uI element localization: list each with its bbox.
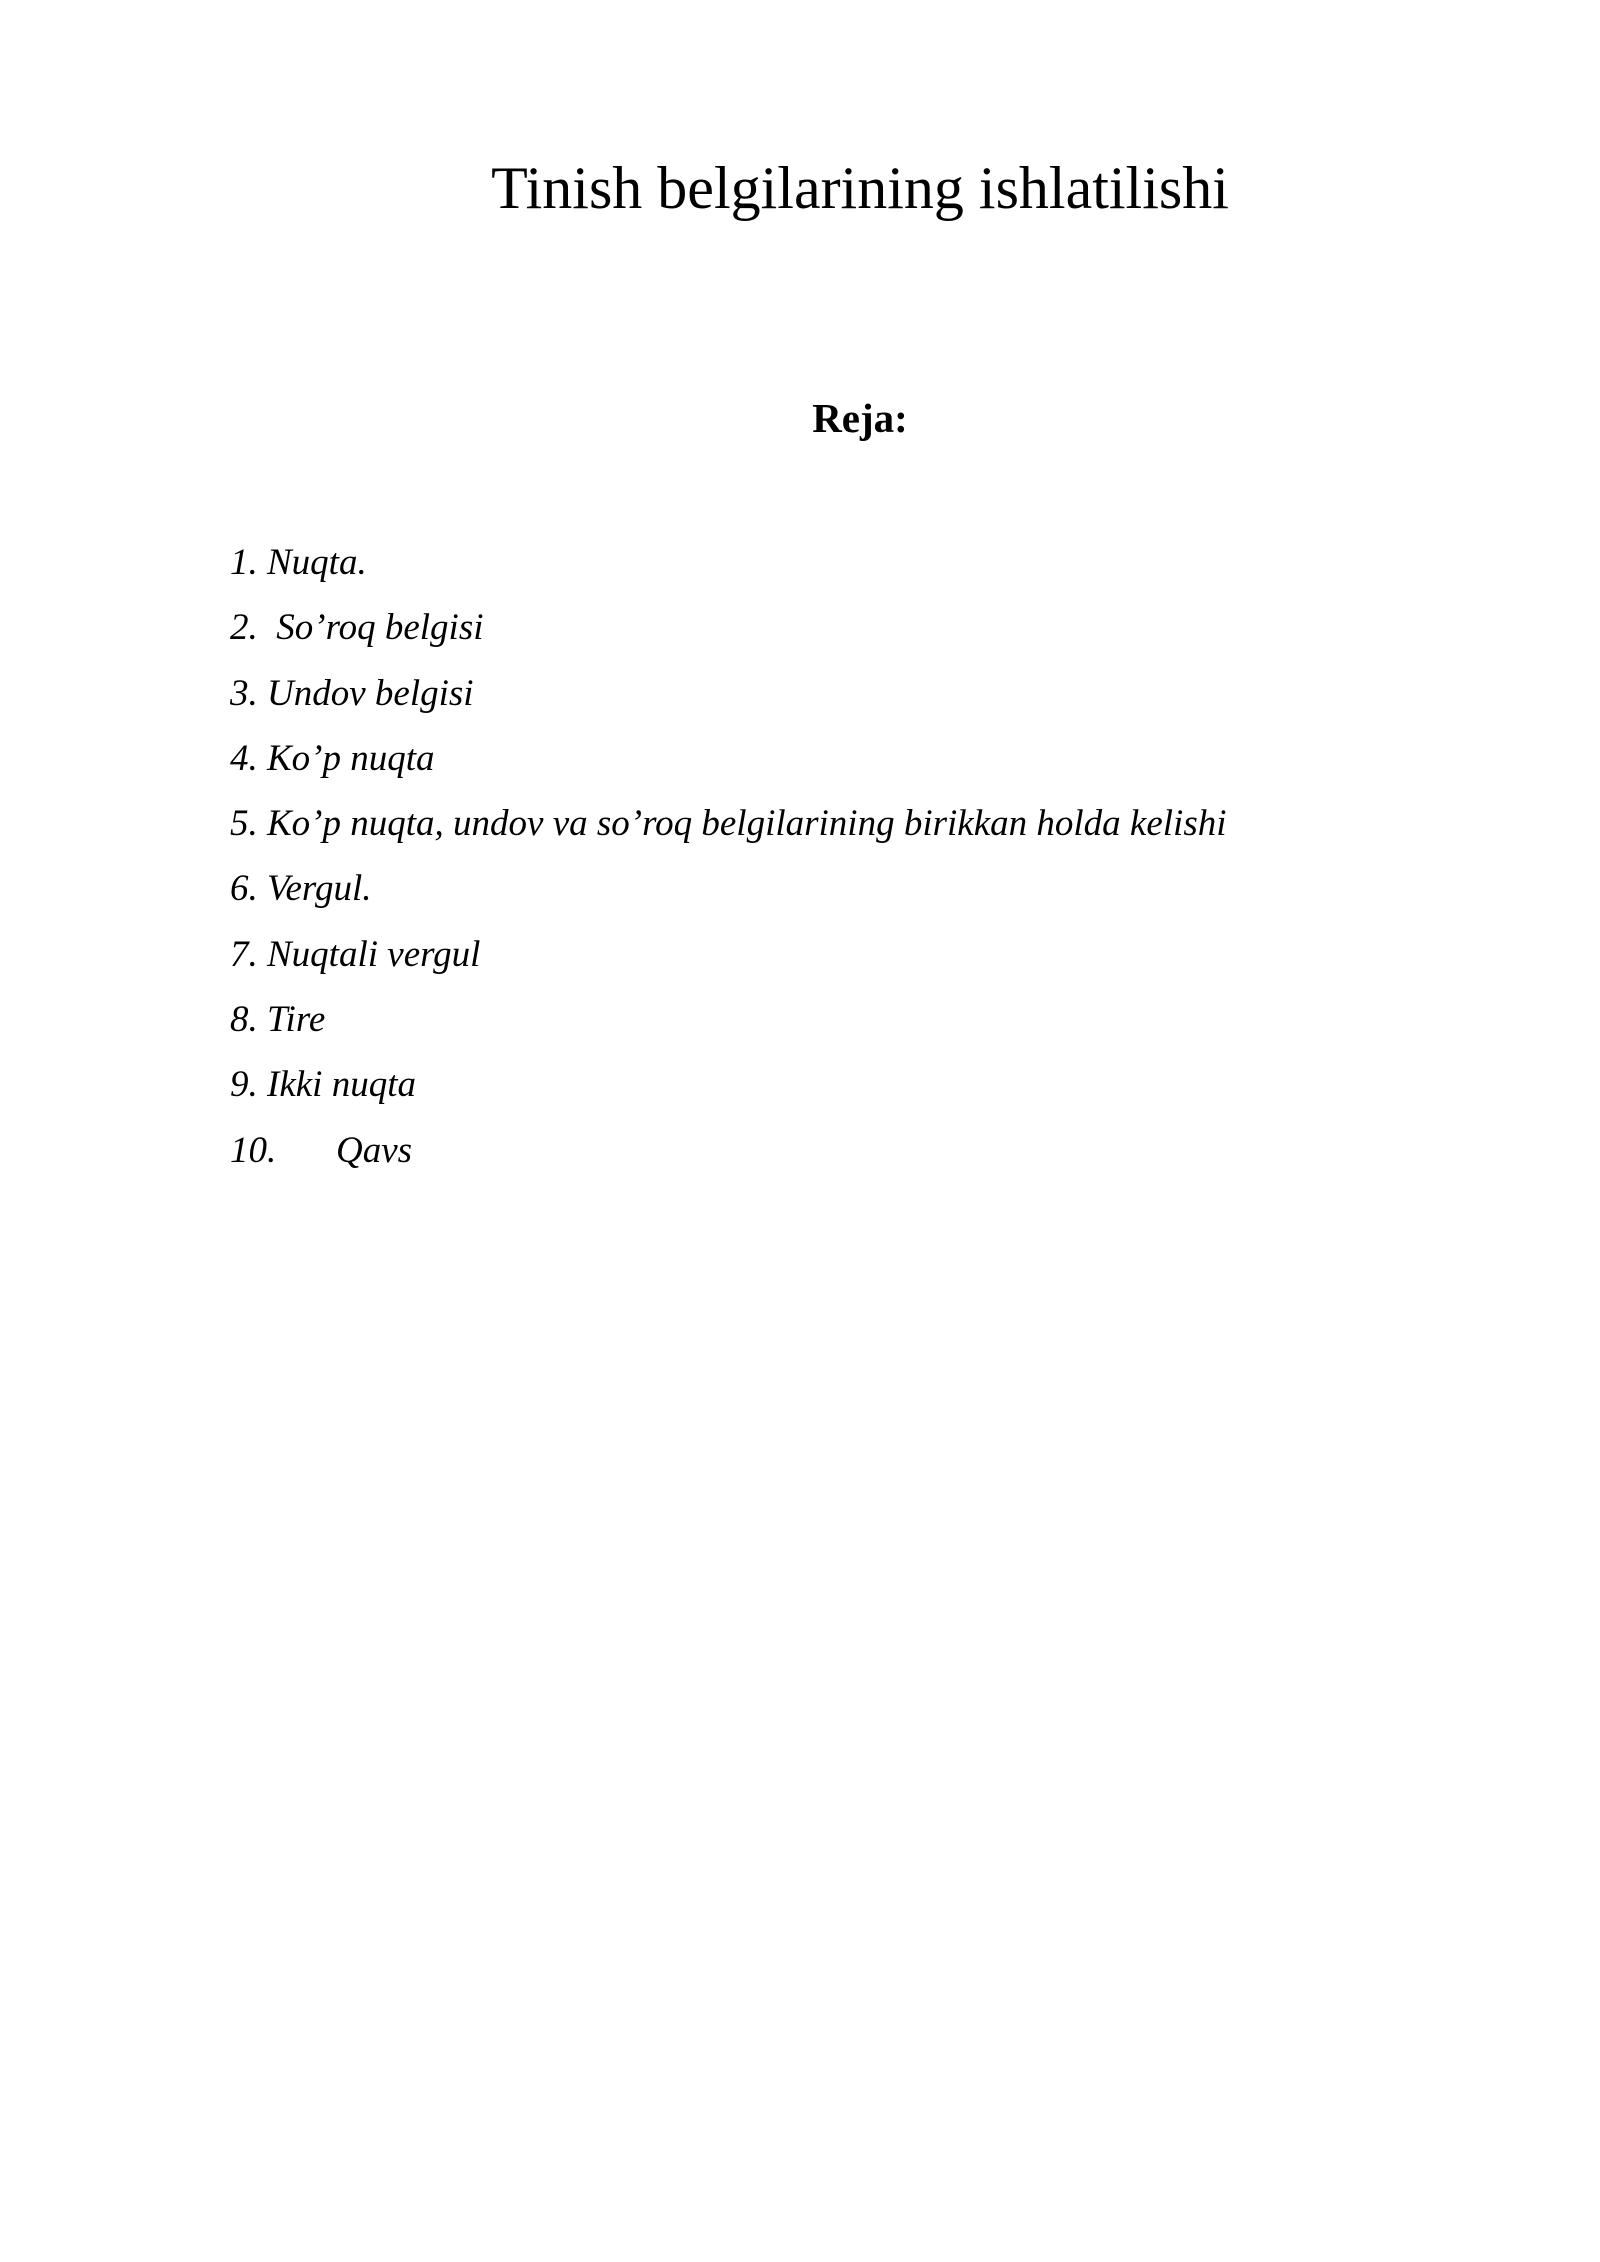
page-title: Tinish belgilarining ishlatilishi	[491, 155, 1229, 221]
plan-item-3	[230, 661, 1227, 726]
plan-item-text: Nuqtali vergul	[267, 933, 481, 975]
plan-heading: Reja:	[812, 395, 908, 441]
plan-item-text: Nuqta.	[267, 542, 367, 583]
plan-item-number: 3.	[230, 672, 258, 714]
plan-item-9	[230, 1052, 1227, 1117]
plan-item-text: Ko’p nuqta	[267, 737, 435, 779]
plan-item-4	[230, 726, 1227, 791]
plan-item-number: 2.	[230, 607, 258, 649]
plan-item-7	[230, 922, 1227, 987]
plan-item-1	[230, 530, 1227, 595]
plan-item-6	[230, 856, 1227, 921]
plan-list	[230, 530, 1227, 1183]
plan-item-2	[230, 595, 1227, 660]
plan-item-number: 7.	[230, 933, 258, 975]
plan-item-8	[230, 987, 1227, 1052]
plan-item-number: 8.	[230, 999, 258, 1041]
plan-item-10	[230, 1118, 1227, 1183]
plan-item-text: Tire	[267, 999, 326, 1041]
plan-item-number: 4.	[230, 737, 258, 779]
plan-item-number: 1.	[230, 542, 258, 583]
plan-item-5	[230, 791, 1227, 856]
plan-item-number: 9.	[230, 1064, 258, 1106]
plan-item-text: Ikki nuqta	[267, 1064, 416, 1106]
plan-item-text: So’roq belgisi	[267, 607, 484, 649]
plan-item-text: Undov belgisi	[267, 672, 474, 714]
plan-item-text: Vergul.	[267, 868, 372, 910]
plan-item-text: Qavs	[336, 1129, 413, 1171]
plan-item-number: 5.	[230, 803, 258, 845]
plan-item-number: 6.	[230, 868, 258, 910]
plan-item-number: 10.	[230, 1129, 277, 1171]
plan-item-text: Ko’p nuqta, undov va so’roq belgilarining birikkan holda kelishi	[267, 803, 1227, 845]
